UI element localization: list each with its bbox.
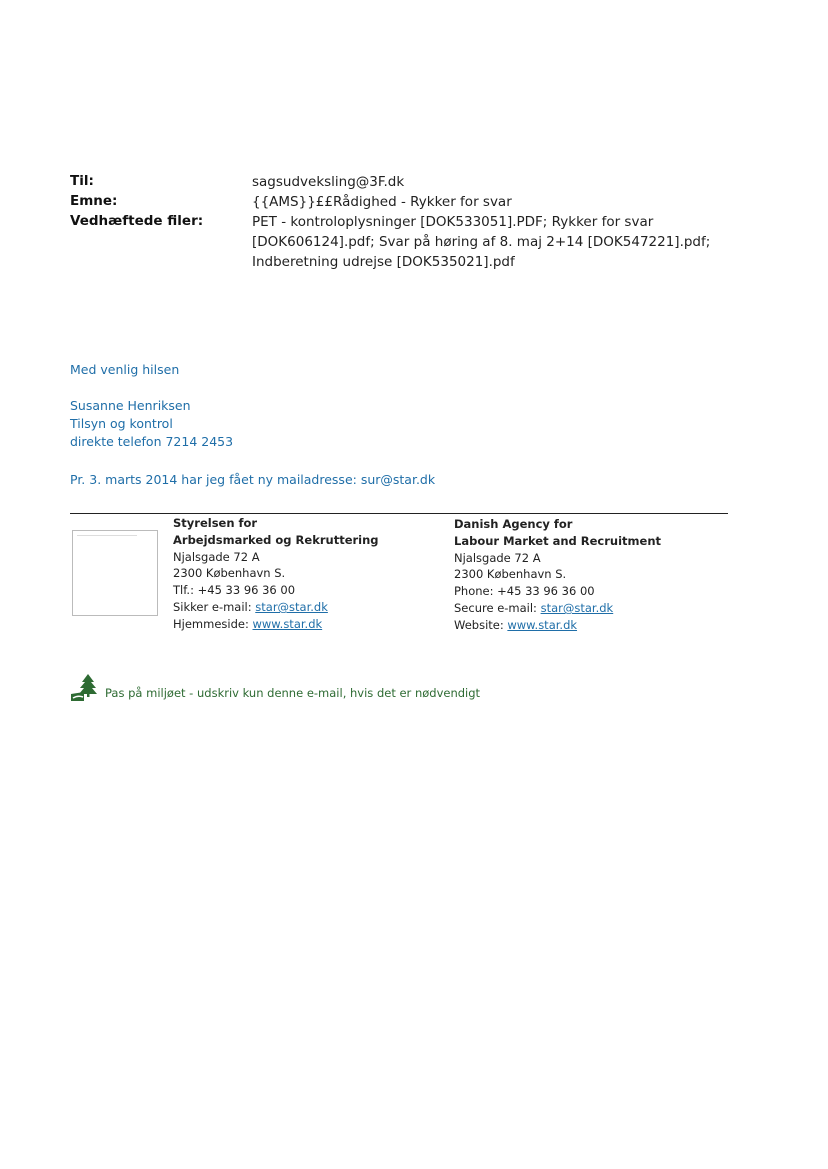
- agency-en-city: 2300 København S.: [454, 567, 567, 582]
- agency-en-street: Njalsgade 72 A: [454, 550, 541, 565]
- attachments-value: [252, 212, 772, 272]
- agency-da-street: Njalsgade 72 A: [173, 549, 260, 564]
- agency-da-name-2: Arbejdsmarked og Rekruttering: [173, 532, 379, 547]
- divider: [70, 513, 728, 514]
- sender-phone: direkte telefon 7214 2453: [70, 434, 234, 449]
- agency-en-web-row: [454, 617, 661, 634]
- new-address-notice: Pr. 3. marts 2014 har jeg fået ny mailadresse: sur@star.dk: [70, 472, 436, 487]
- agency-en-block: [454, 516, 661, 634]
- sender-name: Susanne Henriksen: [70, 398, 191, 413]
- agency-da-web-row: [173, 616, 379, 633]
- agency-da-city: 2300 København S.: [173, 566, 286, 581]
- greeting: Med venlig hilsen: [70, 362, 180, 377]
- attachment-line: [DOK606124].pdf; Svar på høring af 8. maj 2+14 [DOK547221].pdf;: [252, 234, 711, 250]
- eco-note: Pas på miljøet - udskriv kun denne e-mail, hvis det er nødvendigt: [105, 686, 481, 700]
- agency-da-email-link[interactable]: star@star.dk: [255, 599, 328, 614]
- to-value: sagsudveksling@3F.dk: [252, 174, 405, 190]
- agency-da-web-label: Hjemmeside:: [173, 616, 253, 631]
- agency-da-email-label: Sikker e-mail:: [173, 599, 256, 614]
- agency-da-phone: Tlf.: +45 33 96 36 00: [173, 583, 296, 598]
- agency-da-name-1: Styrelsen for: [173, 516, 258, 530]
- agency-en-name-2: Labour Market and Recruitment: [454, 533, 662, 548]
- agency-da-email-row: [173, 599, 379, 616]
- attachments-label: Vedhæftede filer:: [70, 213, 204, 229]
- agency-en-email-row: [454, 600, 661, 617]
- agency-en-name-1: Danish Agency for: [454, 517, 573, 531]
- agency-da-block: [173, 515, 379, 633]
- agency-da-web-link[interactable]: www.star.dk: [252, 616, 323, 631]
- agency-en-web-label: Website:: [454, 617, 508, 632]
- subject-value: {{AMS}}££Rådighed - Rykker for svar: [252, 194, 512, 210]
- to-label: Til:: [70, 173, 94, 189]
- subject-label: Emne:: [70, 193, 118, 209]
- agency-en-email-link[interactable]: star@star.dk: [540, 600, 614, 615]
- agency-logo: [72, 530, 158, 616]
- sender-department: Tilsyn og kontrol: [70, 416, 173, 431]
- agency-en-web-link[interactable]: www.star.dk: [507, 617, 578, 632]
- agency-en-email-label: Secure e-mail:: [454, 600, 541, 615]
- attachment-line: Indberetning udrejse [DOK535021].pdf: [252, 254, 515, 270]
- tree-road-icon: [70, 672, 100, 702]
- agency-en-phone: Phone: +45 33 96 36 00: [454, 584, 595, 599]
- attachment-line: PET - kontroloplysninger [DOK533051].PDF; Rykker for svar: [252, 214, 654, 230]
